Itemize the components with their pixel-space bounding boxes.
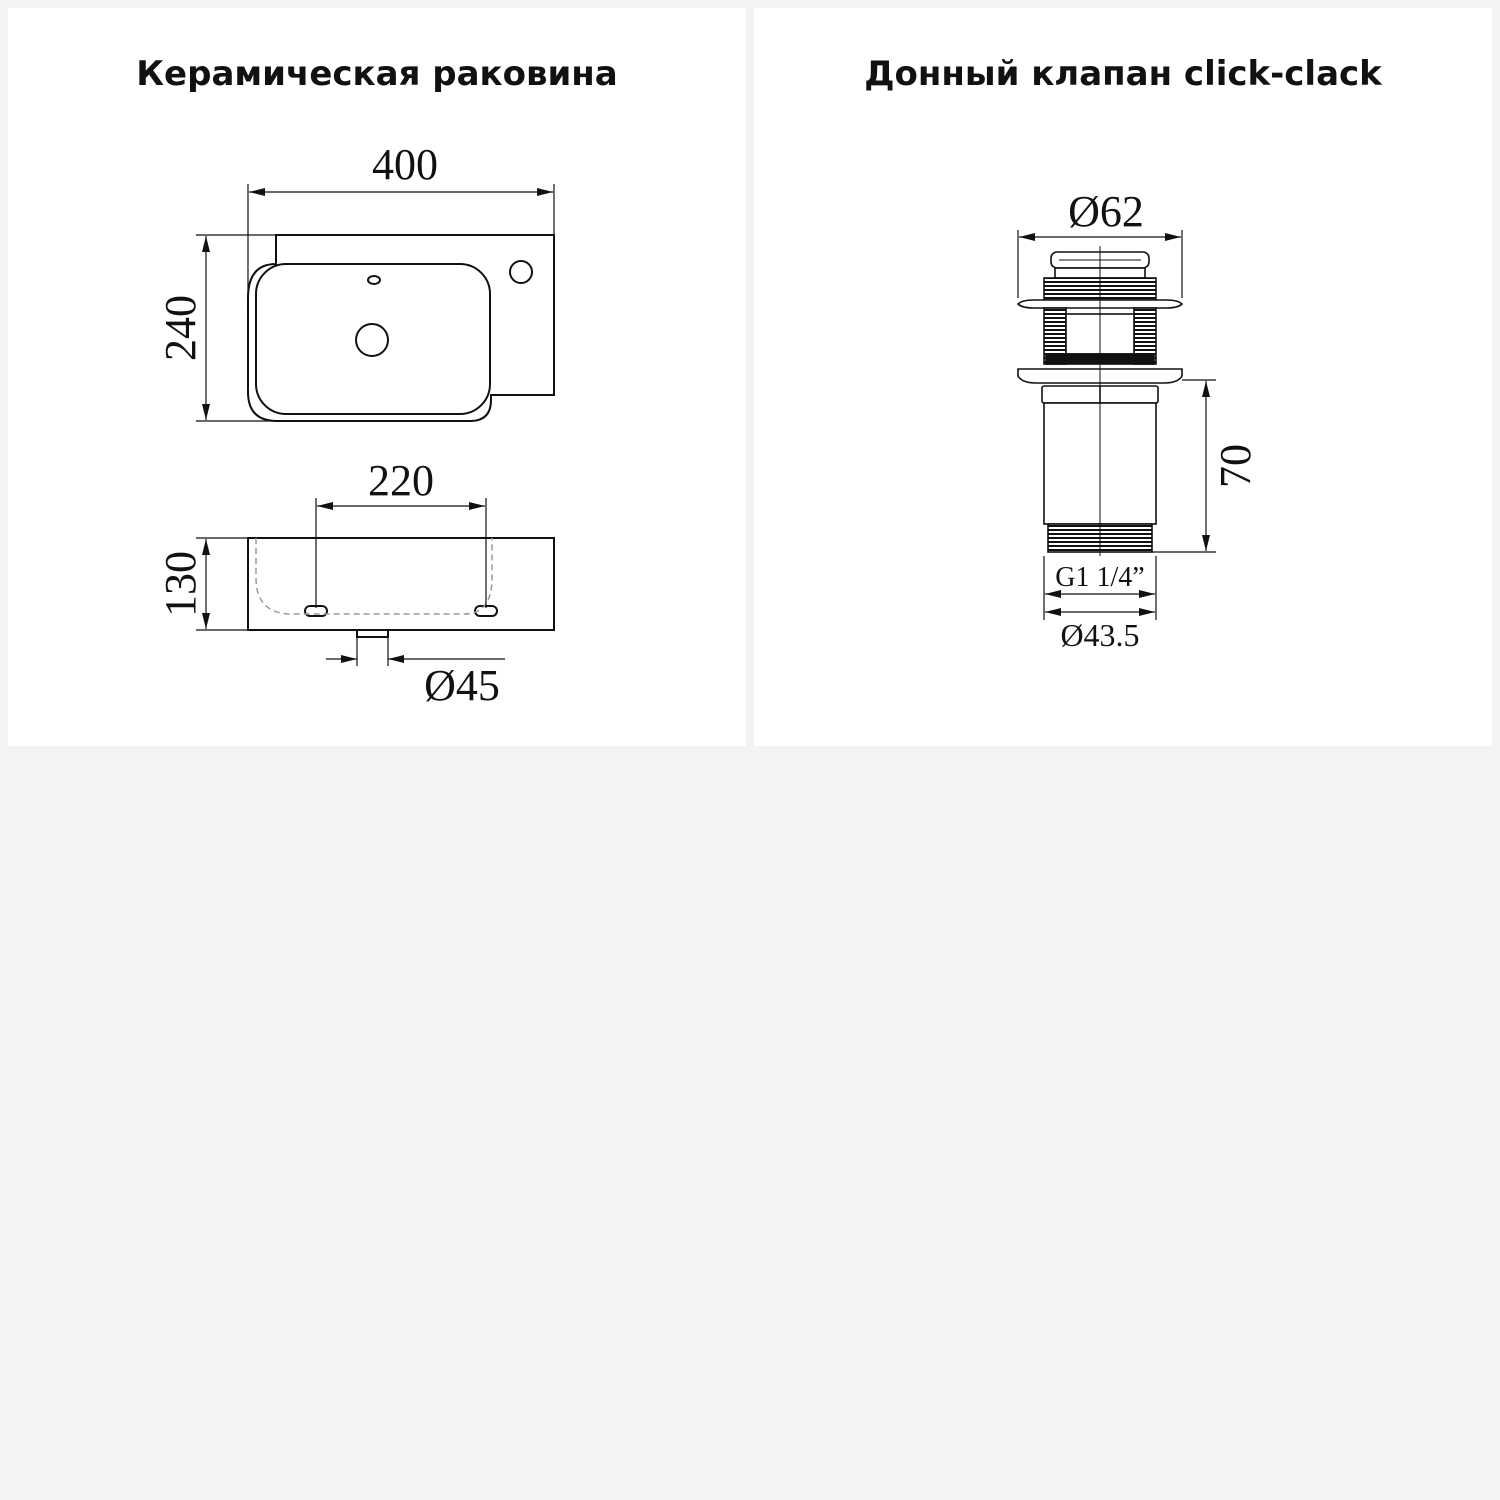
cap-label: Ø62: [1068, 187, 1144, 236]
basin-outer-contour: [248, 235, 554, 421]
overflow-hole: [368, 276, 380, 284]
length-dimension: [1152, 380, 1216, 552]
width-label: 400: [372, 140, 438, 189]
basin-front-body: [248, 538, 554, 630]
drain-title: Донный клапан click-clack: [864, 54, 1382, 94]
basin-front-view: [248, 538, 554, 637]
drain-hole: [356, 324, 388, 356]
depth-label: 240: [156, 295, 205, 361]
basin-panel: [8, 8, 746, 746]
spacing-dimension: [316, 498, 486, 608]
spacing-label: 220: [368, 456, 434, 505]
outlet-label: Ø45: [424, 661, 500, 710]
basin-drawing: [8, 8, 746, 746]
thread-label: G1 1/4”: [1055, 562, 1145, 593]
drain-drawing: [754, 8, 1492, 746]
height-label: 130: [156, 551, 205, 617]
width-dimension: [248, 184, 554, 308]
outlet-stub: [357, 630, 388, 637]
drain-panel: [754, 8, 1492, 746]
pipe-label: Ø43.5: [1060, 617, 1140, 653]
tap-hole: [510, 261, 532, 283]
bowl-hidden-line: [256, 538, 492, 614]
basin-top-view: [248, 235, 554, 421]
basin-title: Керамическая раковина: [136, 54, 618, 94]
length-label: 70: [1211, 444, 1260, 488]
basin-bowl: [256, 264, 490, 414]
